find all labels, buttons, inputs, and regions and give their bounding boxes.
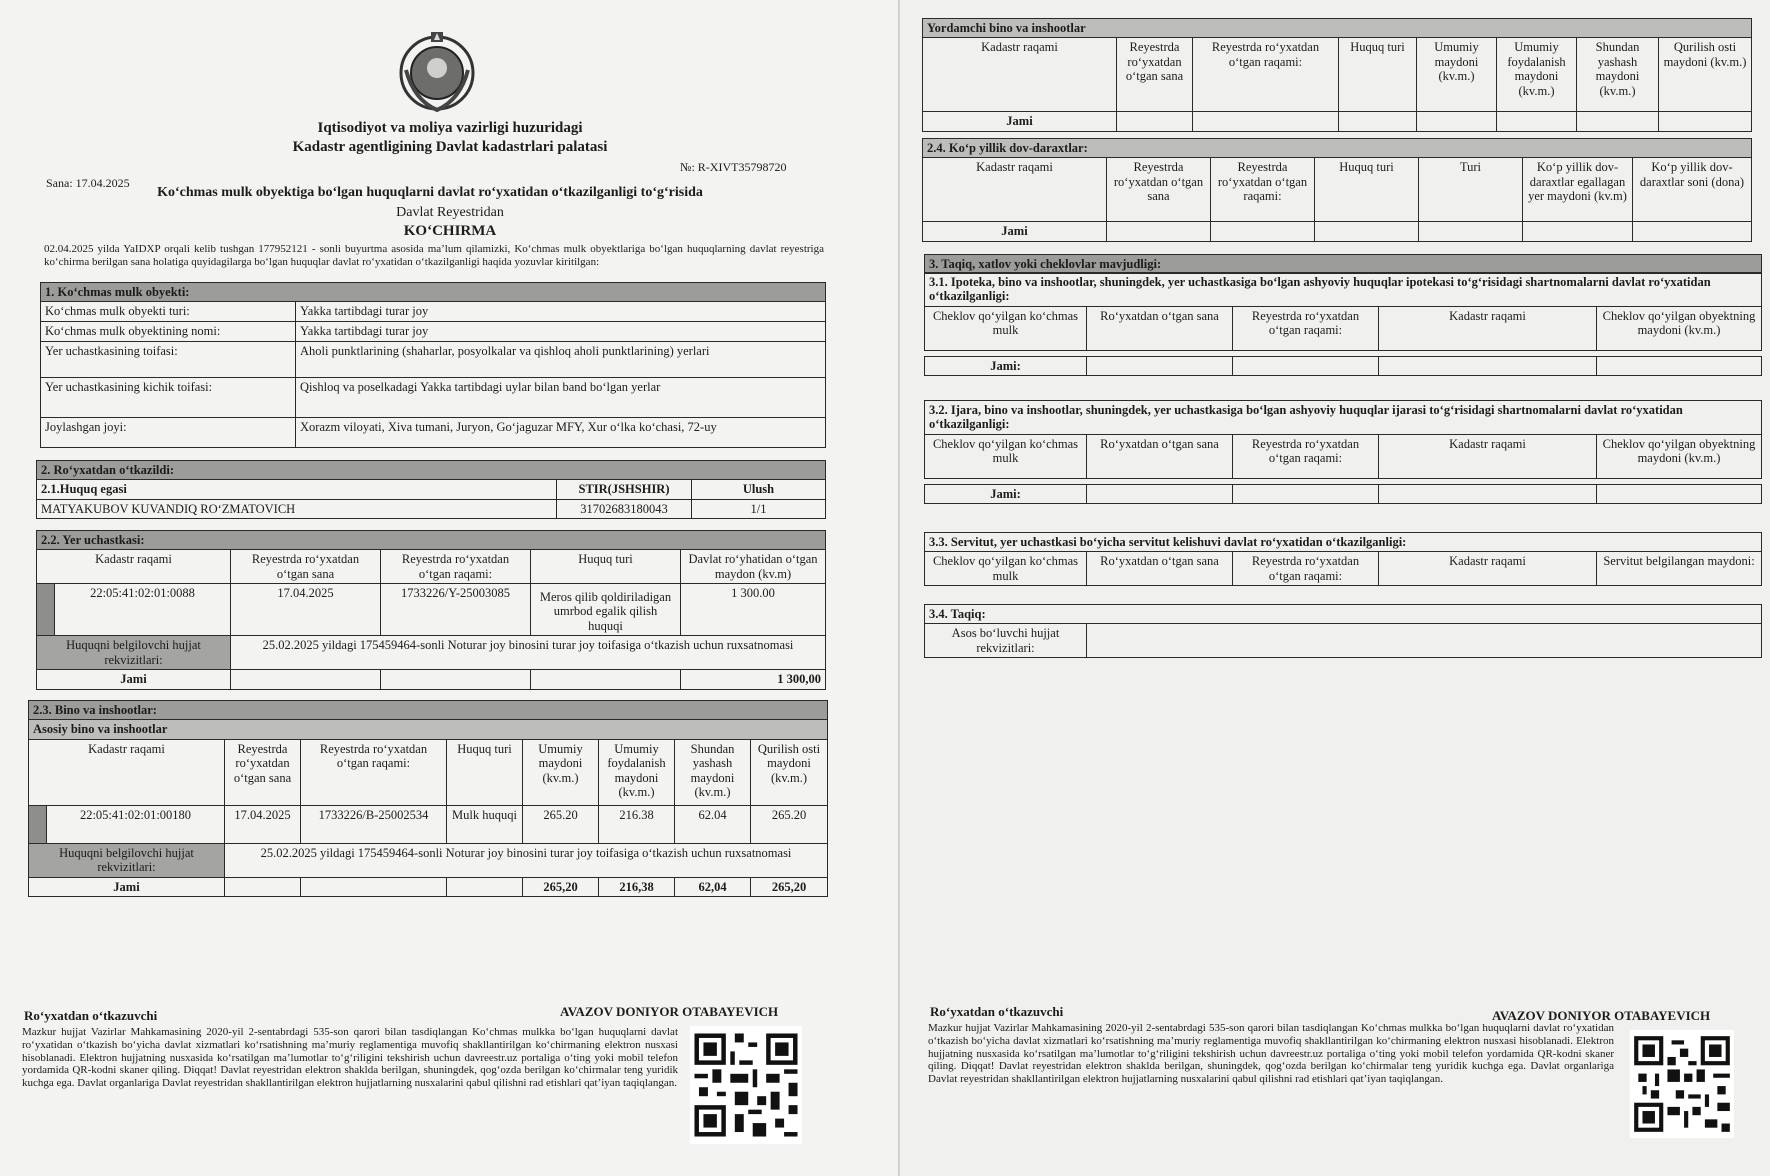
col-header: Huquq turi [1315, 158, 1419, 222]
building-reg-number: 1733226/B-25002534 [301, 805, 447, 843]
document-number: №: R-XIVT35798720 [680, 160, 787, 174]
empty-cell [381, 670, 531, 689]
col-header: Kadastr raqami [923, 38, 1117, 112]
empty-cell [531, 670, 681, 689]
col-header: Umumiy foydalanish maydoni (kv.m.) [1497, 38, 1577, 112]
mortgage-total-label: Jami: [925, 356, 1087, 375]
col-header: Qurilish osti maydoni (kv.m.) [1659, 38, 1752, 112]
owner-name: MATYAKUBOV KUVANDIQ ROʻZMATOVICH [37, 499, 557, 518]
col-header: Davlat roʻyhatidan oʻtgan maydon (kv.m) [681, 550, 826, 584]
perennial-trees-table [922, 138, 1752, 242]
section-1-title: 1. Koʻchmas mulk obyekti: [41, 283, 826, 302]
row-label: Yer uchastkasining toifasi: [41, 342, 296, 378]
auxiliary-buildings-table [922, 18, 1752, 132]
intro-text: 02.04.2025 yilda YaIDXP orqali kelib tushgan 177952121 - sonli buyurtma asosida maʼlum qilamizki, Koʻchmas mulk obyektlariga boʻlgan huquqlarning davlat reyestriga koʻchirma berilgan sana holatiga quyidagilarga boʻlgan huquqlar davlat roʻyxatidan oʻtkazilganligi haqida yozuvlar kiritilgan: [44, 243, 824, 268]
section-24-title: 2.4. Koʻp yillik dov-daraxtlar: [923, 139, 1752, 158]
col-header: Huquq turi [1339, 38, 1417, 112]
section-32-title: 3.2. Ijara, bino va inshootlar, shuningdek, yer uchastkasiga boʻlgan ashyoviy huquqlar ijarasi toʻgʻrisidagi shartnomalarni davlat roʻyxatidan oʻtkazilganligi: [925, 401, 1762, 435]
land-area: 1 300.00 [681, 584, 826, 636]
col-header: Umumiy foydalanish maydoni (kv.m.) [599, 739, 675, 805]
owner-table [36, 460, 826, 519]
col-header: Reyestrda roʻyxatdan oʻtgan raqami: [1233, 306, 1379, 350]
section-3-title: 3. Taqiq, xatlov yoki cheklovlar mavjudligi: [925, 255, 1762, 274]
building-total: 62,04 [675, 877, 751, 896]
row-label: Koʻchmas mulk obyekti turi: [41, 302, 296, 322]
section-23-title: 2.3. Bino va inshootlar: [29, 701, 828, 720]
ulush-header: Ulush [692, 480, 826, 499]
ministry-line2: Kadastr agentligining Davlat kadastrlari palatasi [292, 139, 608, 155]
document-subtitle: Davlat Reyestridan [396, 205, 504, 220]
legal-note: Mazkur hujjat Vazirlar Mahkamasining 2020-yil 2-sentabrdagi 535-son qarori bilan tasdiqlangan Koʻchmas mulkka boʻlgan huquqlarni davlat roʻyxatidan oʻtkazish boʻyicha davlat xizmatlari koʻrsatishning maʼmuriy reglamentiga muvofiq shakllantirilgan koʻchirmaning elektron nusxasi hisoblanadi. Elektron hujjatning nusxasida koʻrsatilgan maʼlumotlar toʻgʻriligini tekshirish uchun davreestr.uz portaliga oʻting yoki mobil telefon yordamida QR-kodni skaner qiling. Diqqat! Davlat reyestridan elektron shaklda berilgan, shuningdek, qogʻozda berilgan koʻchirmalar teng yuridik kuchga ega. Davlat organlariga Davlat reyestridan shakllantirilgan elektron hujjatlarning nusxalarini qabul qilishni rad etishlari qatʼiyan taqiqlangan. [928, 1022, 1614, 1085]
col-header: Kadastr raqami [29, 739, 225, 805]
prohibition-label: Asos boʻluvchi hujjat rekvizitlari: [925, 624, 1087, 658]
building-total: 216,38 [599, 877, 675, 896]
building-living-area: 62.04 [675, 805, 751, 843]
col-header: Reyestrda roʻyxatdan oʻtgan raqami: [1233, 552, 1379, 586]
building-total-area: 265.20 [523, 805, 599, 843]
empty-cell [1315, 222, 1419, 241]
col-header: Cheklov qoʻyilgan koʻchmas mulk [925, 434, 1087, 478]
col-header: Huquq turi [531, 550, 681, 584]
col-header: Shundan yashash maydoni (kv.m.) [1577, 38, 1659, 112]
auxiliary-title: Yordamchi bino va inshootlar [923, 19, 1752, 38]
lease-total-label: Jami: [925, 484, 1087, 503]
section-31-title: 3.1. Ipoteka, bino va inshootlar, shuningdek, yer uchastkasiga boʻlgan ashyoviy huquqlar ipotekasi toʻgʻrisidagi shartnomalarni davlat roʻyxatidan oʻtkazilganligi: [925, 273, 1762, 307]
document-date: Sana: 17.04.2025 [46, 176, 130, 190]
empty-cell [1087, 624, 1762, 658]
empty-cell [1107, 222, 1211, 241]
mortgage-table [924, 272, 1762, 376]
buildings-table [28, 700, 828, 897]
legal-note: Mazkur hujjat Vazirlar Mahkamasining 2020-yil 2-sentabrdagi 535-son qarori bilan tasdiqlangan Koʻchmas mulkka boʻlgan huquqlarni davlat roʻyxatidan oʻtkazish boʻyicha davlat xizmatlari koʻrsatishning maʼmuriy reglamentiga muvofiq shakllantirilgan koʻchirmaning elektron nusxasi hisoblanadi. Elektron hujjatning nusxasida koʻrsatilgan maʼlumotlar toʻgʻriligini tekshirish uchun davreestr.uz portaliga oʻting yoki mobil telefon yordamida QR-kodni skaner qiling. Diqqat! Davlat reyestridan elektron shaklda berilgan, shuningdek, qogʻozda berilgan koʻchirmalar teng yuridik kuchga ega. Davlat organlariga Davlat reyestridan shakllantirilgan elektron hujjatlarning nusxalarini qabul qilishni rad etishlari qatʼiyan taqiqlangan. [22, 1026, 678, 1089]
col-header: Reyestrda roʻyxatdan oʻtgan sana [1117, 38, 1193, 112]
section-2-title: 2. Roʻyxatdan oʻtkazildi: [37, 461, 826, 480]
empty-cell [1597, 356, 1762, 375]
empty-cell [231, 670, 381, 689]
row-value: Yakka tartibdagi turar joy [296, 302, 826, 322]
registrar-name: AVAZOV DONIYOR OTABAYEVICH [1492, 1008, 1711, 1023]
stir-header: STIR(JSHSHIR) [557, 480, 692, 499]
building-doc-value: 25.02.2025 yildagi 175459464-sonli Noturar joy binosini turar joy toifasiga oʻtkazish uchun ruxsatnomasi [225, 843, 828, 877]
col-header: Koʻp yillik dov-daraxtlar egallagan yer maydoni (kv.m) [1523, 158, 1633, 222]
empty-cell [1339, 112, 1417, 131]
main-buildings-subtitle: Asosiy bino va inshootlar [29, 720, 828, 739]
col-header: Kadastr raqami [1379, 306, 1597, 350]
col-header: Kadastr raqami [1379, 552, 1597, 586]
owner-stir: 31702683180043 [557, 499, 692, 518]
registrar-label: Roʻyxatdan oʻtkazuvchi [24, 1008, 158, 1023]
empty-cell [1419, 222, 1523, 241]
land-plot-table [36, 530, 826, 690]
owner-share: 1/1 [692, 499, 826, 518]
building-footprint: 265.20 [751, 805, 828, 843]
col-header: Qurilish osti maydoni (kv.m.) [751, 739, 828, 805]
col-header: Cheklov qoʻyilgan koʻchmas mulk [925, 306, 1087, 350]
building-total-label: Jami [29, 877, 225, 896]
empty-cell [1193, 112, 1339, 131]
building-reg-date: 17.04.2025 [225, 805, 301, 843]
col-header: Roʻyxatdan oʻtgan sana [1087, 434, 1233, 478]
ministry-line1: Iqtisodiyot va moliya vazirligi huzuridagi [317, 120, 583, 136]
empty-cell [1523, 222, 1633, 241]
right-page [900, 0, 1770, 1176]
col-header: Roʻyxatdan oʻtgan sana [1087, 552, 1233, 586]
row-value: Xorazm viloyati, Xiva tumani, Juryon, Goʻjaguzar MFY, Xur oʻlka koʻchasi, 72-uy [296, 418, 826, 448]
building-right-type: Mulk huquqi [447, 805, 523, 843]
document-heading: KOʻCHIRMA [403, 223, 497, 239]
row-value: Yakka tartibdagi turar joy [296, 322, 826, 342]
building-total: 265,20 [523, 877, 599, 896]
building-common-area: 216.38 [599, 805, 675, 843]
building-doc-label: Huquqni belgilovchi hujjat rekvizitlari: [29, 843, 225, 877]
servitude-table [924, 532, 1762, 586]
col-header: Umumiy maydoni (kv.m.) [523, 739, 599, 805]
col-header: Reyestrda roʻyxatdan oʻtgan sana [231, 550, 381, 584]
land-reg-number: 1733226/Y-25003085 [381, 584, 531, 636]
land-total: 1 300,00 [681, 670, 826, 689]
empty-cell [1597, 484, 1762, 503]
col-header: Cheklov qoʻyilgan koʻchmas mulk [925, 552, 1087, 586]
land-right-type: Meros qilib qoldiriladigan umrbod egalik qilish huquqi [531, 584, 681, 636]
row-marker [29, 805, 47, 843]
row-label: Yer uchastkasining kichik toifasi: [41, 378, 296, 418]
registrar-name: AVAZOV DONIYOR OTABAYEVICH [560, 1004, 779, 1019]
empty-cell [1233, 484, 1379, 503]
col-header: Reyestrda roʻyxatdan oʻtgan raqami: [1193, 38, 1339, 112]
prohibition-table [924, 604, 1762, 658]
col-header: Reyestrda roʻyxatdan oʻtgan raqami: [381, 550, 531, 584]
empty-cell [301, 877, 447, 896]
qr-code-icon[interactable] [1630, 1030, 1734, 1138]
col-header: Reyestrda roʻyxatdan oʻtgan raqami: [1211, 158, 1315, 222]
col-header: Reyestrda roʻyxatdan oʻtgan raqami: [1233, 434, 1379, 478]
empty-cell [1659, 112, 1752, 131]
section-33-title: 3.3. Servitut, yer uchastkasi boʻyicha servitut kelishuvi davlat roʻyxatidan oʻtkazilganligi: [925, 533, 1762, 552]
col-header: Reyestrda roʻyxatdan oʻtgan sana [1107, 158, 1211, 222]
col-header: Umumiy maydoni (kv.m.) [1417, 38, 1497, 112]
document-title: Koʻchmas mulk obyektiga boʻlgan huquqlarni davlat roʻyxatidan oʻtkazilganligi toʻgʻrisida [157, 185, 703, 200]
empty-cell [1117, 112, 1193, 131]
empty-cell [225, 877, 301, 896]
trees-total-label: Jami [923, 222, 1107, 241]
qr-code-icon[interactable] [690, 1026, 802, 1144]
land-doc-label: Huquqni belgilovchi hujjat rekvizitlari: [37, 636, 231, 670]
lease-table [924, 400, 1762, 504]
state-emblem-icon [394, 30, 480, 116]
col-header: Kadastr raqami [923, 158, 1107, 222]
col-header: Cheklov qoʻyilgan obyektning maydoni (kv.m.) [1597, 434, 1762, 478]
land-doc-value: 25.02.2025 yildagi 175459464-sonli Noturar joy binosini turar joy toifasiga oʻtkazish uchun ruxsatnomasi [231, 636, 826, 670]
col-header: Kadastr raqami [1379, 434, 1597, 478]
row-value: Qishloq va poselkadagi Yakka tartibdagi uylar bilan band boʻlgan yerlar [296, 378, 826, 418]
empty-cell [1497, 112, 1577, 131]
empty-cell [1417, 112, 1497, 131]
row-value: Aholi punktlarining (shaharlar, posyolkalar va qishloq aholi punktlarining) yerlari [296, 342, 826, 378]
empty-cell [447, 877, 523, 896]
land-reg-date: 17.04.2025 [231, 584, 381, 636]
empty-cell [1087, 356, 1233, 375]
row-label: Koʻchmas mulk obyektining nomi: [41, 322, 296, 342]
col-header: Huquq turi [447, 739, 523, 805]
building-cadastre: 22:05:41:02:01:00180 [47, 805, 225, 843]
col-header: Servitut belgilangan maydoni: [1597, 552, 1762, 586]
col-header: Roʻyxatdan oʻtgan sana [1087, 306, 1233, 350]
col-header: Reyestrda roʻyxatdan oʻtgan raqami: [301, 739, 447, 805]
registrar-label: Roʻyxatdan oʻtkazuvchi [930, 1004, 1064, 1019]
col-header: Reyestrda roʻyxatdan oʻtgan sana [225, 739, 301, 805]
col-header: Shundan yashash maydoni (kv.m.) [675, 739, 751, 805]
auxiliary-total-label: Jami [923, 112, 1117, 131]
empty-cell [1087, 484, 1233, 503]
empty-cell [1379, 356, 1597, 375]
empty-cell [1577, 112, 1659, 131]
col-header: Kadastr raqami [37, 550, 231, 584]
empty-cell [1379, 484, 1597, 503]
land-cadastre: 22:05:41:02:01:0088 [55, 584, 231, 636]
col-header: Cheklov qoʻyilgan obyektning maydoni (kv.m.) [1597, 306, 1762, 350]
building-total: 265,20 [751, 877, 828, 896]
col-header: Turi [1419, 158, 1523, 222]
empty-cell [1233, 356, 1379, 375]
row-marker [37, 584, 55, 636]
property-object-table [40, 282, 826, 448]
section-22-title: 2.2. Yer uchastkasi: [37, 531, 826, 550]
empty-cell [1211, 222, 1315, 241]
owner-subtitle: 2.1.Huquq egasi [37, 480, 557, 499]
land-total-label: Jami [37, 670, 231, 689]
row-label: Joylashgan joyi: [41, 418, 296, 448]
col-header: Koʻp yillik dov-daraxtlar soni (dona) [1633, 158, 1752, 222]
section-34-title: 3.4. Taqiq: [925, 605, 1762, 624]
empty-cell [1633, 222, 1752, 241]
